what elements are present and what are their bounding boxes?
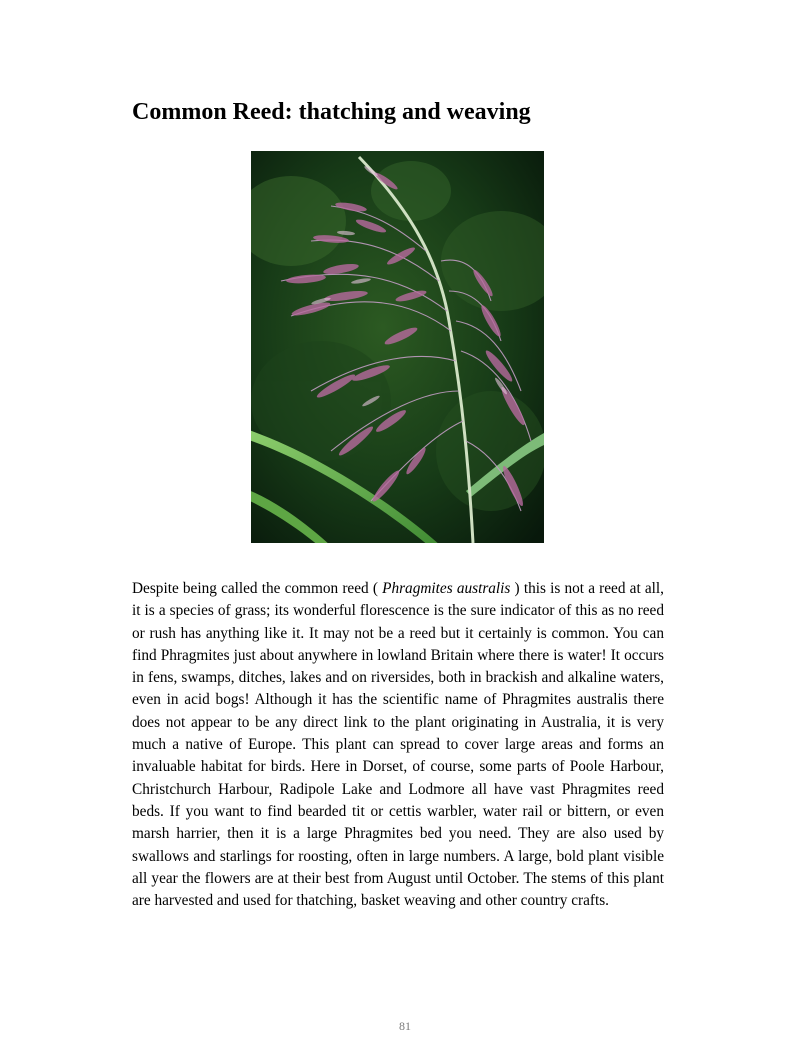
scientific-name: Phragmites australis	[382, 580, 511, 597]
reed-photo	[251, 151, 544, 543]
paragraph-rest: ) this is not a reed at all, it is a species of grass; its wonderful florescence is the sure indicator of this as no reed or rush has anything like it. It may not be a reed but it certainly is common. You can find Phragmites just about anywhere in lowland Britain where there is water! It occurs in fens, swamps, ditches, lakes and on riversides, both in brackish and alkaline waters, even in acid bogs! Although it has the scientific name of Phragmites australis there does not appear to be any direct link to the plant originating in Australia, it is very much a native of Europe. This plant can spread to cover large areas and forms an invaluable habitat for birds. Here in Dorset, of course, some parts of Poole Harbour, Christchurch Harbour, Radipole Lake and Lodmore all have vast Phragmites reed beds. If you want to find bearded tit or cettis warbler, water rail or bittern, or even marsh harrier, then it is a large Phragmites bed you need. They are also used by swallows and starlings for roosting, often in large numbers. A large, bold plant visible all year the flowers are at their best from August until October. The stems of this plant are harvested and used for thatching, basket weaving and other country crafts.	[132, 580, 664, 910]
page-number: 81	[399, 1019, 411, 1033]
paragraph-intro: Despite being called the common reed (	[132, 580, 383, 597]
body-paragraph	[132, 578, 664, 912]
page-title: Common Reed: thatching and weaving	[132, 99, 531, 125]
